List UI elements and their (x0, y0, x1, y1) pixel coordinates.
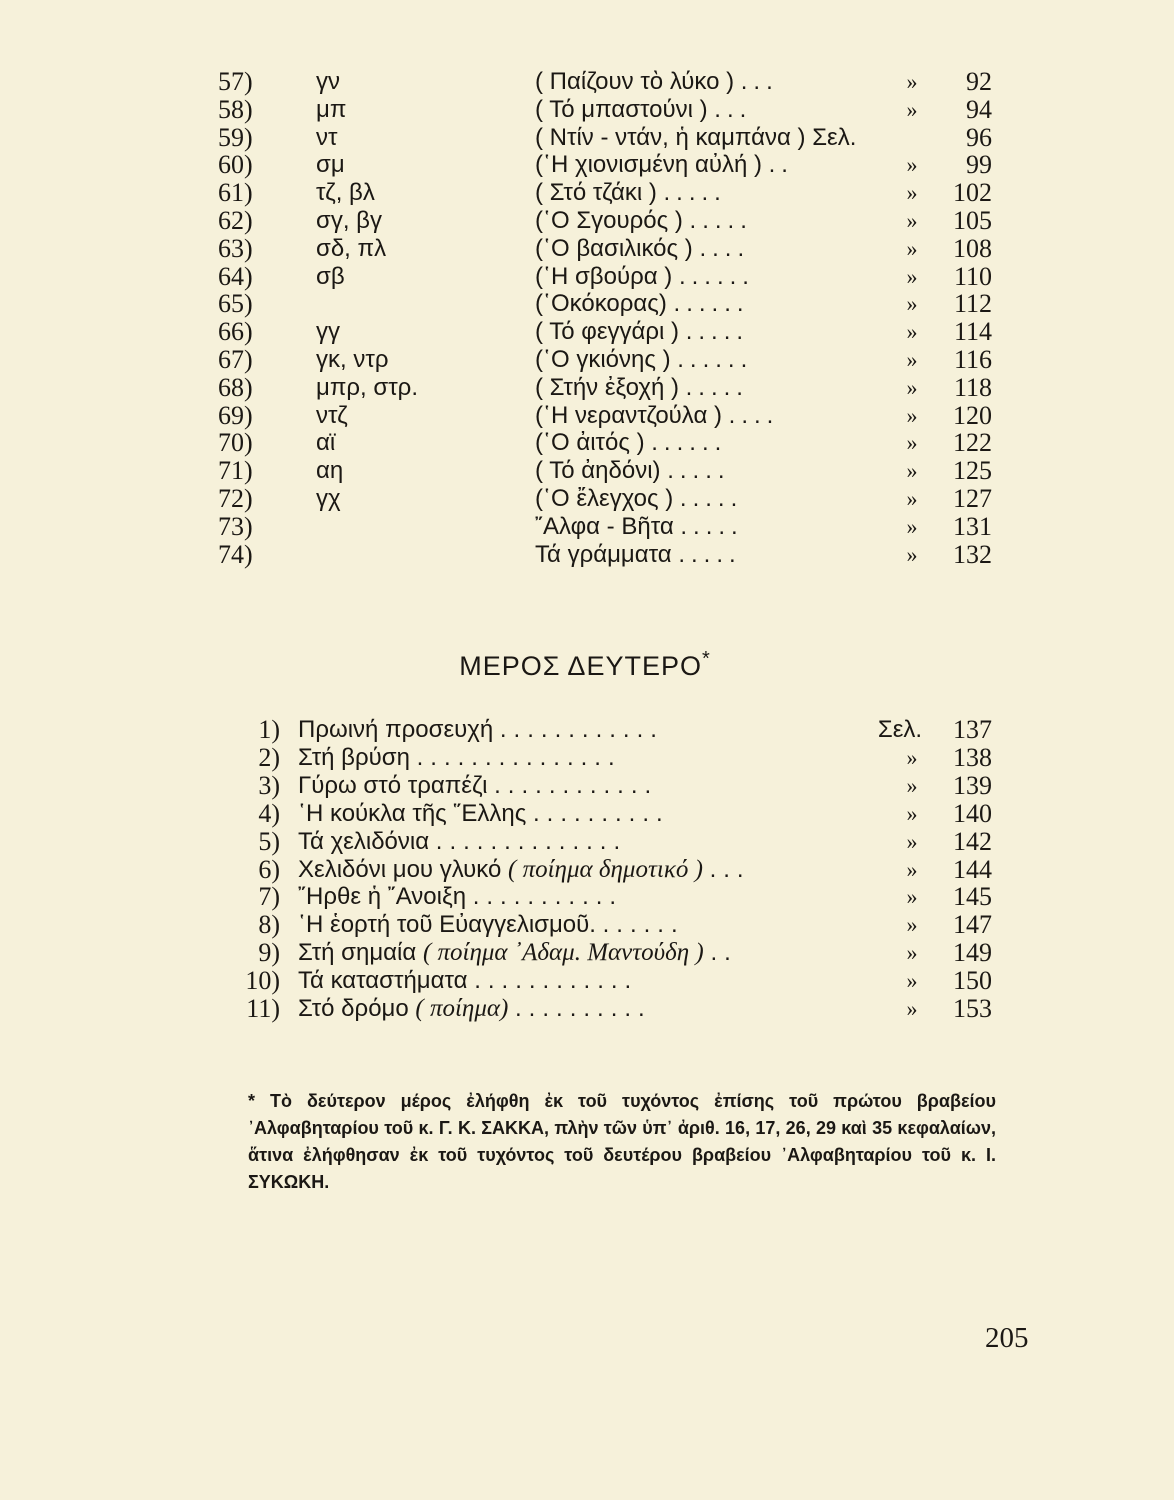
leader-dots: ... (740, 68, 779, 95)
entry-number: 69) (218, 400, 253, 430)
leader-dots: ............... (416, 743, 622, 771)
leader-dots: ..... (667, 457, 731, 485)
entry-title: (῾Ο γκιόνης ) (535, 346, 671, 373)
entry-title-wrap (298, 967, 898, 995)
entry-page: 96 (966, 122, 992, 152)
entry-page: 120 (953, 400, 992, 430)
ditto-mark: » (906, 291, 918, 317)
entry-number: 3) (258, 770, 280, 800)
ditto-mark: Σελ. (877, 716, 923, 743)
entry-title-wrap (535, 402, 895, 430)
ditto-mark: » (906, 541, 918, 567)
entry-title-wrap (535, 513, 895, 541)
toc-row (0, 429, 1174, 457)
footnote: * Τὸ δεύτερον μέρος ἐλήφθη ἐκ τοῦ τυχόντος ἐπίσης τοῦ πρώτου βραβείου ᾿Αλφαβηταρίου τοῦ κ. Γ. Κ. ΣΑΚΚΑ, πλὴν τῶν ὑπ᾿ ἀριθ. 16, 17, 26, 29 καὶ 35 κεφαλαίων, ἅτινα ἐλήφθησαν ἐκ τοῦ τυχόντος τοῦ δευτέρου βραβείου ᾿Αλφαβηταρίου τοῦ κ. Ι. ΣΥΚΩΚΗ. (248, 1091, 996, 1192)
entry-title: ῎Αλφα - Βῆτα (535, 512, 674, 540)
part-two-asterisk: * (701, 648, 711, 670)
ditto-mark: » (906, 152, 918, 178)
entry-number: 10) (245, 966, 280, 996)
entry-title-wrap (535, 541, 895, 569)
page-number: 205 (985, 1322, 1029, 1354)
entry-letters: αϊ (316, 429, 336, 457)
toc-row (0, 207, 1174, 235)
leader-dots: .. (710, 939, 738, 967)
entry-title-wrap (298, 772, 898, 800)
toc-row (0, 772, 1174, 800)
entry-page: 110 (953, 261, 992, 291)
entry-title-wrap (298, 883, 898, 911)
toc-row (0, 800, 1174, 828)
leader-dots: ........... (472, 883, 624, 911)
toc-row (0, 856, 1174, 884)
entry-title: ῾Η ἑορτή τοῦ Εὐαγγελισμοῦ. (298, 911, 596, 939)
entry-number: 9) (258, 938, 280, 968)
toc-row (0, 716, 1174, 744)
entry-title-wrap (535, 429, 895, 457)
toc-row (0, 179, 1174, 207)
entry-title: (῾Ο Σγουρός ) (535, 207, 683, 234)
ditto-mark: » (906, 486, 918, 511)
entry-note: ( ποίημα ᾿Αδαμ. Μαντούδη ) (422, 939, 704, 967)
entry-number: 72) (218, 484, 253, 513)
toc-row (0, 513, 1174, 541)
ditto-mark: » (906, 968, 918, 994)
entry-title: ( Στήν ἐξοχή ) (535, 373, 679, 401)
ditto-mark: » (906, 458, 918, 484)
entry-title: Χελιδόνι μου γλυκό (298, 855, 502, 883)
entry-page: 127 (953, 484, 992, 513)
ditto-mark: » (906, 69, 918, 94)
leader-dots: ...... (651, 429, 728, 457)
entry-number: 2) (258, 742, 280, 772)
toc-row (0, 485, 1174, 513)
leader-dots: ..... (685, 373, 749, 401)
ditto-mark: » (906, 208, 918, 233)
entry-number: 66) (218, 317, 253, 347)
ditto-mark: » (906, 940, 918, 966)
entry-title-wrap (535, 179, 895, 207)
ditto-mark: » (906, 513, 918, 539)
entry-number: 68) (218, 372, 253, 402)
entry-number: 67) (218, 345, 253, 374)
toc-row (0, 96, 1174, 124)
entry-title-wrap (535, 96, 895, 124)
entry-title: Τά χελιδόνια (298, 827, 430, 855)
entry-page: 132 (953, 539, 992, 569)
entry-number: 57) (218, 67, 253, 96)
entry-title-wrap (535, 346, 895, 374)
toc-row (0, 911, 1174, 939)
entry-page: 137 (953, 715, 992, 744)
entry-number: 63) (218, 233, 253, 263)
entry-page: 149 (953, 938, 992, 968)
entry-letters: ντ (316, 123, 338, 151)
entry-letters: σμ (316, 151, 345, 179)
toc-row (0, 346, 1174, 374)
part-two-heading (0, 648, 1174, 682)
entry-letters: σβ (316, 262, 345, 290)
toc-row (0, 235, 1174, 263)
entry-number: 58) (218, 94, 253, 124)
toc-row (0, 541, 1174, 569)
leader-dots: ..... (663, 179, 727, 207)
entry-page: 145 (953, 882, 992, 912)
toc-row (0, 883, 1174, 911)
entry-page: 131 (953, 511, 992, 541)
entry-number: 59) (218, 122, 253, 152)
entry-page: 118 (953, 372, 992, 402)
entry-number: 61) (218, 178, 253, 208)
leader-dots: ... (709, 855, 751, 883)
leader-dots: ............ (474, 967, 639, 995)
entry-title-wrap (535, 263, 895, 291)
ditto-mark: » (906, 319, 918, 345)
entry-number: 11) (246, 994, 280, 1023)
entry-letters: μπ (316, 95, 347, 123)
toc-row (0, 457, 1174, 485)
entry-page: 122 (953, 428, 992, 458)
leader-dots: .... (728, 401, 780, 429)
entry-number: 60) (218, 150, 253, 180)
entry-title-wrap (535, 235, 895, 263)
entry-title: ( Στό τζάκι ) (535, 179, 657, 207)
leader-dots: .......... (533, 799, 670, 827)
entry-title: ῾Η κούκλα τῆς ῞Ελλης (298, 799, 527, 827)
entry-title: ( Τό φεγγάρι ) (535, 318, 680, 346)
entry-page: 102 (953, 178, 992, 208)
ditto-mark: » (906, 856, 918, 882)
entry-page: 94 (966, 94, 992, 124)
ditto-mark: » (906, 180, 918, 206)
ditto-mark: » (906, 430, 918, 456)
ditto-mark: » (906, 884, 918, 910)
entry-number: 73) (218, 511, 253, 541)
entry-title: Στή βρύση (298, 743, 410, 771)
entry-page: 125 (953, 456, 992, 486)
ditto-mark: » (906, 744, 918, 770)
ditto-mark: » (906, 235, 918, 261)
entry-title: (῾Ο ἀιτός ) (535, 429, 645, 457)
toc-row (0, 318, 1174, 346)
entry-note: ( ποίημα) (415, 995, 509, 1022)
ditto-mark: » (906, 772, 918, 798)
entry-number: 64) (218, 261, 253, 291)
entry-note: ( ποίημα δημοτικό ) (508, 855, 703, 883)
entry-title: ( Τό ἀηδόνι) (535, 457, 661, 485)
toc-row (0, 939, 1174, 967)
leader-dots: ..... (679, 485, 744, 512)
entry-title-wrap (298, 800, 898, 828)
ditto-mark: » (906, 96, 918, 122)
entry-page: 138 (953, 742, 992, 772)
entry-title: Στή σημαία (298, 939, 417, 967)
entry-title-wrap (535, 290, 895, 318)
entry-number: 6) (258, 854, 280, 884)
entry-page: 92 (966, 67, 992, 96)
entry-title-wrap (535, 124, 895, 152)
entry-letters: ντζ (316, 401, 348, 429)
entry-letters: μπρ, στρ. (316, 373, 418, 401)
entry-number: 8) (258, 910, 280, 940)
toc-row (0, 967, 1174, 995)
toc-row (0, 263, 1174, 291)
toc-row (0, 124, 1174, 152)
entry-number: 65) (218, 289, 253, 319)
entry-title-wrap (298, 856, 898, 884)
part-two-title: ΜΕΡΟΣ ΔΕΥΤΕΡΟ (459, 651, 702, 681)
entry-title: Γύρω στό τραπέζι (298, 771, 488, 799)
entry-title: ( Τό μπαστούνι ) (535, 95, 708, 123)
entry-number: 5) (258, 826, 280, 856)
entry-title-wrap (535, 207, 895, 235)
toc-row (0, 995, 1174, 1023)
entry-page: 140 (953, 798, 992, 828)
toc-row (0, 744, 1174, 772)
entry-title: ( Ντίν - ντάν, ἡ καμπάνα ) Σελ. (535, 123, 857, 151)
ditto-mark: » (906, 828, 918, 854)
entry-page: 112 (953, 289, 992, 319)
leader-dots: ..... (680, 512, 744, 540)
entry-number: 70) (218, 428, 253, 458)
entry-title-wrap (298, 911, 898, 939)
entry-page: 116 (953, 345, 992, 374)
leader-dots: ..... (685, 318, 750, 346)
entry-letters: τζ, βλ (316, 179, 375, 207)
entry-page: 114 (953, 317, 992, 347)
leader-dots: .......... (515, 995, 652, 1022)
entry-page: 139 (953, 770, 992, 800)
entry-title: (῾Η νεραντζούλα ) (535, 401, 722, 429)
toc-row (0, 290, 1174, 318)
entry-title-wrap (298, 995, 898, 1023)
entry-page: 153 (953, 994, 992, 1023)
entry-number: 71) (218, 456, 253, 486)
leader-dots: ...... (673, 290, 750, 318)
entry-title-wrap (298, 828, 898, 856)
entry-title-wrap (535, 318, 895, 346)
entry-letters: γκ, ντρ (316, 346, 389, 373)
entry-title-wrap (298, 716, 898, 744)
leader-dots: ...... (677, 346, 754, 373)
entry-title: Τά καταστήματα (298, 967, 468, 995)
entry-title: ῎Ηρθε ἡ ῎Ανοιξη (298, 883, 467, 911)
entry-page: 144 (953, 854, 992, 884)
entry-title-wrap (298, 939, 898, 967)
entry-number: 7) (258, 882, 280, 912)
ditto-mark: » (906, 263, 918, 289)
entry-letters: γν (316, 68, 340, 95)
entry-title: (῾Η χιονισμένη αὐλή ) (535, 151, 762, 179)
entry-number: 62) (218, 206, 253, 235)
entry-title-wrap (535, 68, 895, 96)
entry-title: (῾Ο βασιλικός ) (535, 234, 693, 262)
entry-title: (῾Ο ἔλεγχος ) (535, 485, 674, 512)
toc-row (0, 68, 1174, 96)
ditto-mark: » (906, 374, 918, 400)
toc-row (0, 374, 1174, 402)
entry-title-wrap (298, 744, 898, 772)
leader-dots: ... (714, 95, 753, 123)
entry-title-wrap (535, 374, 895, 402)
entry-title: Πρωινή προσευχή (298, 716, 494, 743)
entry-title-wrap (535, 457, 895, 485)
entry-title-wrap (535, 485, 895, 513)
entry-page: 150 (953, 966, 992, 996)
ditto-mark: » (906, 996, 918, 1021)
entry-page: 147 (953, 910, 992, 940)
entry-letters: αη (316, 457, 344, 485)
entry-number: 74) (218, 539, 253, 569)
entry-letters: σγ, βγ (316, 207, 382, 234)
entry-page: 142 (953, 826, 992, 856)
entry-letters: γχ (316, 485, 341, 512)
toc-row (0, 402, 1174, 430)
leader-dots: ............ (499, 716, 664, 743)
ditto-mark: » (906, 347, 918, 372)
entry-title: (῾Η σβούρα ) (535, 262, 673, 290)
entry-title: (῾Οκόκορας) (535, 290, 667, 318)
leader-dots: .... (699, 234, 751, 262)
entry-number: 4) (258, 798, 280, 828)
leader-dots: .............. (435, 827, 628, 855)
leader-dots: ...... (602, 911, 685, 939)
leader-dots: ............ (494, 771, 659, 799)
entry-page: 105 (953, 206, 992, 235)
toc-row (0, 828, 1174, 856)
entry-title: Τά γράμματα (535, 540, 672, 568)
toc-row (0, 151, 1174, 179)
ditto-mark: » (906, 800, 918, 826)
leader-dots: .. (768, 151, 794, 179)
entry-title: Στό δρόμο (298, 995, 409, 1022)
entry-title: ( Παίζουν τὸ λύκο ) (535, 68, 735, 95)
leader-dots: ...... (678, 262, 755, 290)
ditto-mark: » (906, 402, 918, 428)
entry-page: 108 (953, 233, 992, 263)
ditto-mark: » (906, 912, 918, 938)
entry-letters: σδ, πλ (316, 234, 387, 262)
entry-letters: γγ (316, 318, 340, 346)
entry-page: 99 (966, 150, 992, 180)
entry-number: 1) (258, 715, 280, 744)
leader-dots: ..... (689, 207, 753, 234)
leader-dots: ..... (678, 540, 742, 568)
entry-title-wrap (535, 151, 895, 179)
